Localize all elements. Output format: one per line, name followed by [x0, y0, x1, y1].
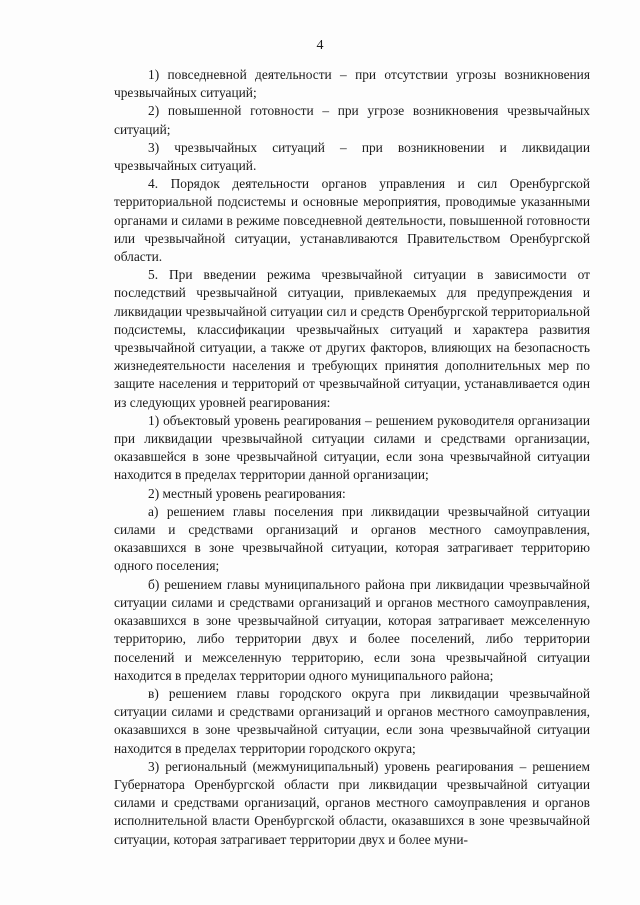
paragraph-mode-emergency: 3) чрезвычайных ситуаций – при возникновении и ликвидации чрезвычайных ситуаций.	[114, 139, 590, 174]
paragraph-mode-daily: 1) повседневной деятельности – при отсутствии угрозы возникновения чрезвычайных ситуаций;	[114, 67, 590, 101]
page-number: 4	[316, 38, 324, 53]
paragraph-item-4: 4. Порядок деятельности органов управления и сил Оренбургской территориальной подсистемы и основные мероприятия, проводимые указанными органами и силами в режиме повседневной деятельности, повышенной готовности или чрезвычайной ситуации, устанавливаются Правительством Оренбургской области.	[114, 176, 590, 265]
paragraph-level-local-c: в) решением главы городского округа при ликвидации чрезвычайной ситуации силами и средствами организаций и органов местного самоуправления, оказавшихся в зоне чрезвычайной ситуации, если зона чрезвычайной ситуации находится в пределах территории городского округа;	[114, 685, 590, 756]
paragraph-level-object: 1) объектовый уровень реагирования – решением руководителя организации при ликвидации чрезвычайной ситуации силами и средствами организации, оказавшейся в зоне чрезвычайной ситуации, если зона чрезвычайной ситуации находится в пределах территории данной организации;	[114, 412, 590, 483]
paragraph-level-local-b: б) решением главы муниципального района при ликвидации чрезвычайной ситуации силами и средствами организаций и органов местного самоуправления, оказавшихся в зоне чрезвычайной ситуации, которая затрагивает межселенную территорию, либо территории двух и более поселений, либо территории поселений и межселенную территорию, если зона чрезвычайной ситуации находится в пределах территории одного муниципального района;	[114, 576, 590, 683]
document-body	[114, 66, 590, 849]
paragraph-item-5: 5. При введении режима чрезвычайной ситуации в зависимости от последствий чрезвычайной ситуации, привлекаемых для предупреждения и ликвидации чрезвычайной ситуации сил и средств Оренбургской территориальной подсистемы, классификации чрезвычайных ситуаций и характера развития чрезвычайной ситуации, а также от других факторов, влияющих на безопасность жизнедеятельности населения и требующих принятия дополнительных мер по защите населения и территорий от чрезвычайной ситуации, устанавливается один из следующих уровней реагирования:	[114, 267, 590, 410]
paragraph-level-local-a: а) решением главы поселения при ликвидации чрезвычайной ситуации силами и средствами организаций и органов местного самоуправления, оказавшихся в зоне чрезвычайной ситуации, которая затрагивает территорию одного поселения;	[114, 503, 590, 574]
paragraph-level-regional: 3) региональный (межмуниципальный) уровень реагирования – решением Губернатора Оренбургской области при ликвидации чрезвычайной ситуации силами и средствами организаций, органов местного самоуправления и органов исполнительной власти Оренбургской области, оказавшихся в зоне чрезвычайной ситуации, которая затрагивает территории двух и более муни-	[114, 758, 590, 847]
paragraph-level-local: 2) местный уровень реагирования:	[148, 485, 346, 501]
paragraph-mode-readiness: 2) повышенной готовности – при угрозе возникновения чрезвычайных ситуаций;	[114, 103, 590, 137]
